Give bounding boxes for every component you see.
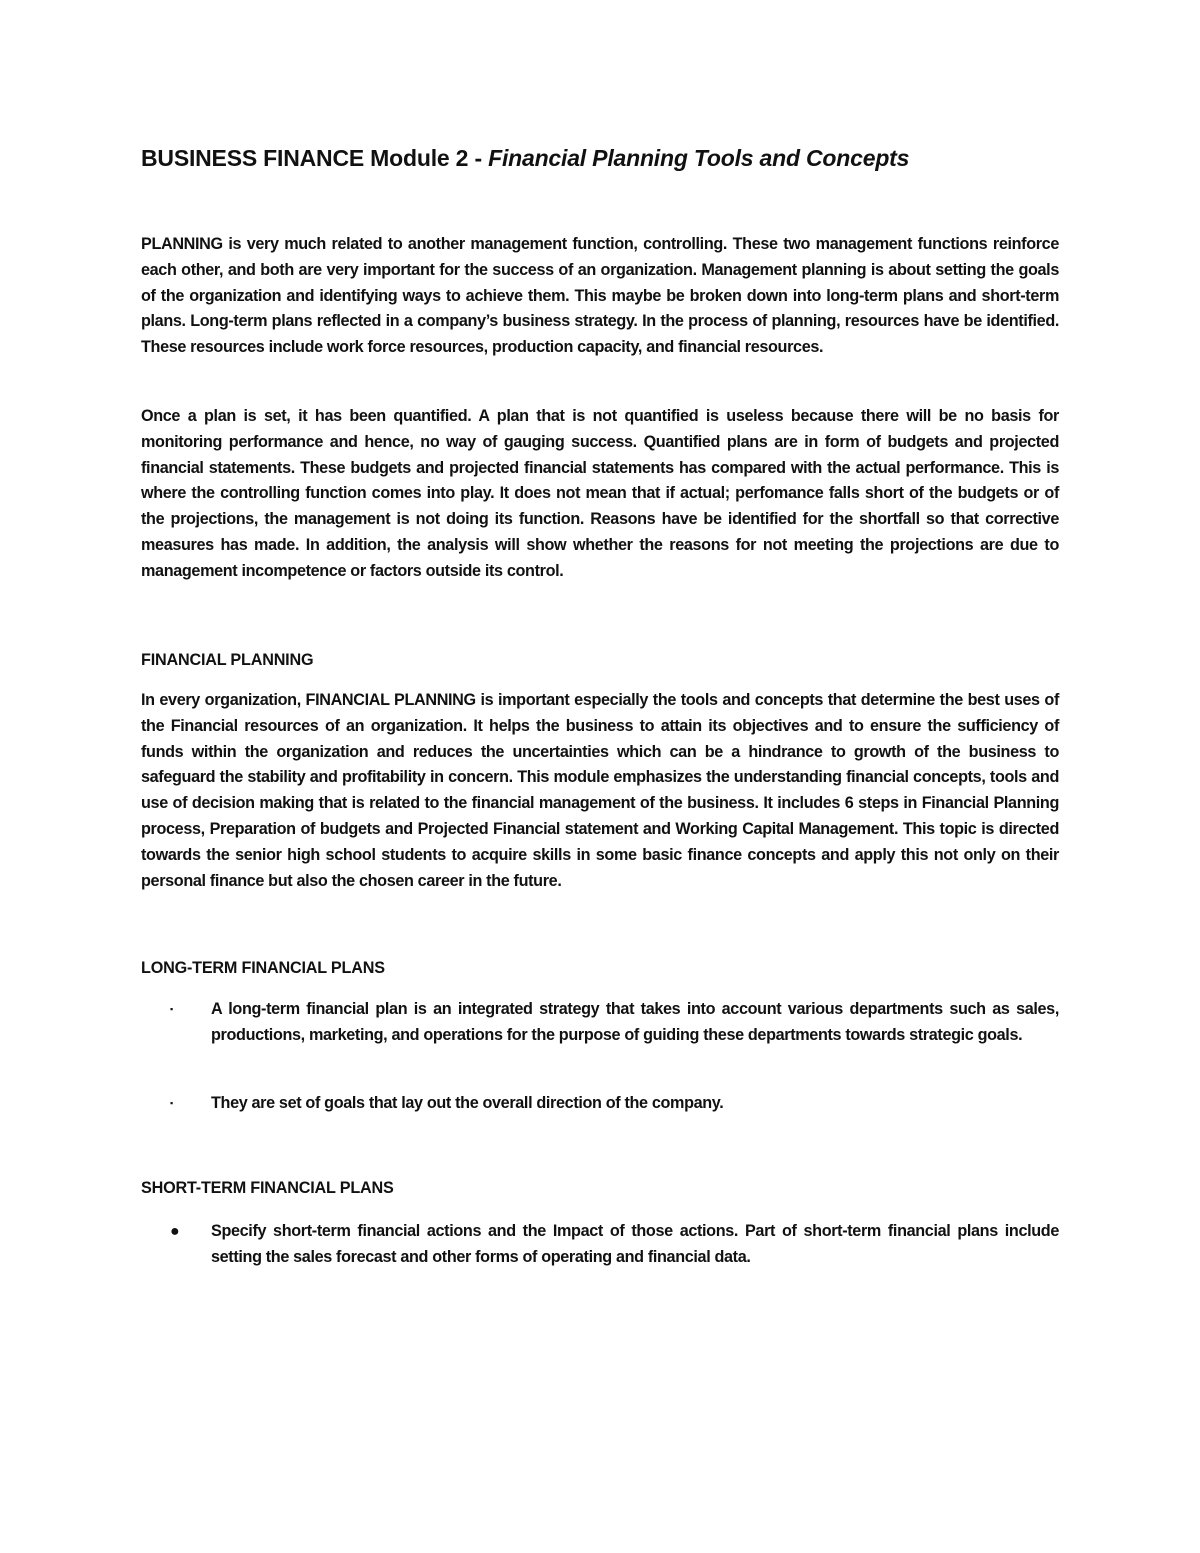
list-item-text: Specify short-term financial actions and the Impact of those actions. Part of short-term financial plans include setting the sales forecast and other forms of operating and financial data.: [211, 1222, 1059, 1266]
section-heading-financial-planning: FINANCIAL PLANNING: [141, 651, 314, 669]
square-bullet-icon: ▪: [170, 1098, 174, 1108]
title-main: BUSINESS FINANCE Module 2 -: [141, 145, 489, 171]
paragraph-planning: PLANNING is very much related to another management function, controlling. These two management functions reinforce each other, and both are very important for the success of an organization. Management planning is about setting the goals of the organization and identifying ways to achieve them. This maybe be broken down into long-term plans and short-term plans. Long-term plans reflected in a company’s business strategy. In the process of planning, resources have be identified. These resources include work force resources, production capacity, and financial resources.: [141, 235, 1059, 357]
paragraph-quantified-plans: Once a plan is set, it has been quantified. A plan that is not quantified is useless because there will be no basis for monitoring performance and hence, no way of gauging success. Quantified plans are in form of budgets and projected financial statements. These budgets and projected financial statements has compared with the actual performance. This is where the controlling function comes into play. It does not mean that if actual; perfomance falls short of the budgets or of the projections, the management is not doing its function. Reasons have be identified for the shortfall so that corrective measures has made. In addition, the analysis will show whether the reasons for not meeting the projections are due to management incompetence or factors outside its control.: [141, 407, 1059, 580]
section-heading-short-term: SHORT-TERM FINANCIAL PLANS: [141, 1179, 394, 1197]
list-item-text: A long-term financial plan is an integrated strategy that takes into account various departments such as sales, productions, marketing, and operations for the purpose of guiding these departments towards strategic goals.: [211, 1000, 1059, 1044]
document-title: [141, 140, 1071, 176]
square-bullet-icon: ▪: [170, 1004, 174, 1014]
paragraph-financial-planning: In every organization, FINANCIAL PLANNING is important especially the tools and concepts that determine the best uses of the Financial resources of an organization. It helps the business to attain its objectives and to ensure the sufficiency of funds within the organization and reduces the uncertainties which can be a hindrance to growth of the business to safeguard the stability and profitability in concern. This module emphasizes the understanding financial concepts, tools and use of decision making that is related to the financial management of the business. It includes 6 steps in Financial Planning process, Preparation of budgets and Projected Financial statement and Working Capital Management. This topic is directed towards the senior high school students to acquire skills in some basic finance concepts and apply this not only on their personal finance but also the chosen career in the future.: [141, 691, 1059, 890]
list-item-text: They are set of goals that lay out the overall direction of the company.: [211, 1094, 724, 1112]
title-subtitle: Financial Planning Tools and Concepts: [488, 145, 910, 171]
round-bullet-icon: ●: [170, 1223, 180, 1240]
section-heading-long-term: LONG-TERM FINANCIAL PLANS: [141, 959, 385, 977]
